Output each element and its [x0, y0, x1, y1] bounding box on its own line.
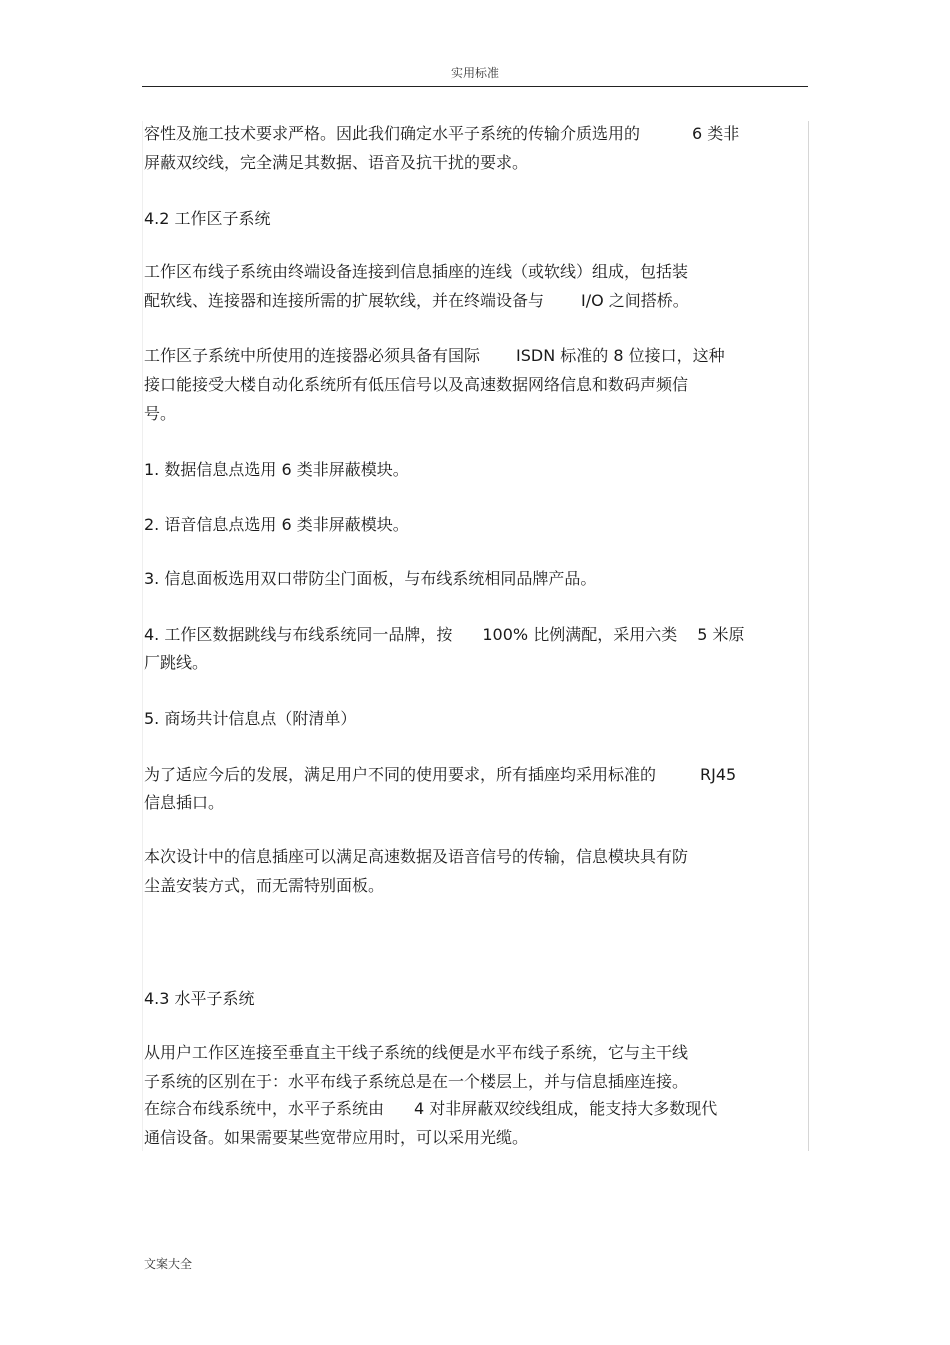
paragraph-line: 从用户工作区连接至垂直主干线子系统的线便是水平布线子系统，它与主干线 — [144, 1043, 689, 1062]
paragraph-line: 通信设备。如果需要某些宽带应用时，可以采用光缆。 — [144, 1128, 529, 1147]
section-heading: 4.2 工作区子系统 — [144, 209, 271, 228]
paragraph-line: 号。 — [144, 404, 177, 423]
paragraph-line: 子系统的区别在于：水平布线子系统总是在一个楼层上，并与信息插座连接。 — [144, 1072, 689, 1091]
paragraph-line: 尘盖安装方式，而无需特别面板。 — [144, 876, 385, 895]
paragraph-line: 屏蔽双绞线，完全满足其数据、语音及抗干扰的要求。 — [144, 153, 529, 172]
paragraph-line: 工作区布线子系统由终端设备连接到信息插座的连线（或软线）组成，包括装 — [144, 262, 689, 281]
paragraph-line: 工作区子系统中所使用的连接器必须具备有国际 ISDN 标准的 8 位接口，这种 — [144, 346, 725, 365]
page-header: 实用标准 — [450, 66, 499, 80]
paragraph-line: 在综合布线系统中，水平子系统由 4 对非屏蔽双绞线组成，能支持大多数现代 — [144, 1099, 718, 1118]
list-item: 5. 商场共计信息点（附清单） — [144, 709, 357, 728]
header-divider — [142, 86, 808, 87]
list-item: 厂跳线。 — [144, 653, 209, 672]
paragraph-line: 容性及施工技术要求严格。因此我们确定水平子系统的传输介质选用的 6 类非 — [144, 124, 740, 143]
section-heading: 4.3 水平子系统 — [144, 989, 255, 1008]
paragraph-line: 为了适应今后的发展，满足用户不同的使用要求，所有插座均采用标准的 RJ45 — [144, 765, 737, 784]
list-item: 4. 工作区数据跳线与布线系统同一品牌，按 100% 比例满配，采用六类 5 米原 — [144, 625, 745, 644]
paragraph-line: 配软线、连接器和连接所需的扩展软线，并在终端设备与 I/O 之间搭桥。 — [144, 291, 689, 310]
paragraph-line: 信息插口。 — [144, 793, 225, 812]
list-item: 2. 语音信息点选用 6 类非屏蔽模块。 — [144, 515, 409, 534]
list-item: 1. 数据信息点选用 6 类非屏蔽模块。 — [144, 460, 409, 479]
page-footer: 文案大全 — [144, 1257, 193, 1271]
paragraph-line: 接口能接受大楼自动化系统所有低压信号以及高速数据网络信息和数码声频信 — [144, 375, 689, 394]
paragraph-line: 本次设计中的信息插座可以满足高速数据及语音信号的传输，信息模块具有防 — [144, 847, 689, 866]
list-item: 3. 信息面板选用双口带防尘门面板，与布线系统相同品牌产品。 — [144, 569, 597, 588]
